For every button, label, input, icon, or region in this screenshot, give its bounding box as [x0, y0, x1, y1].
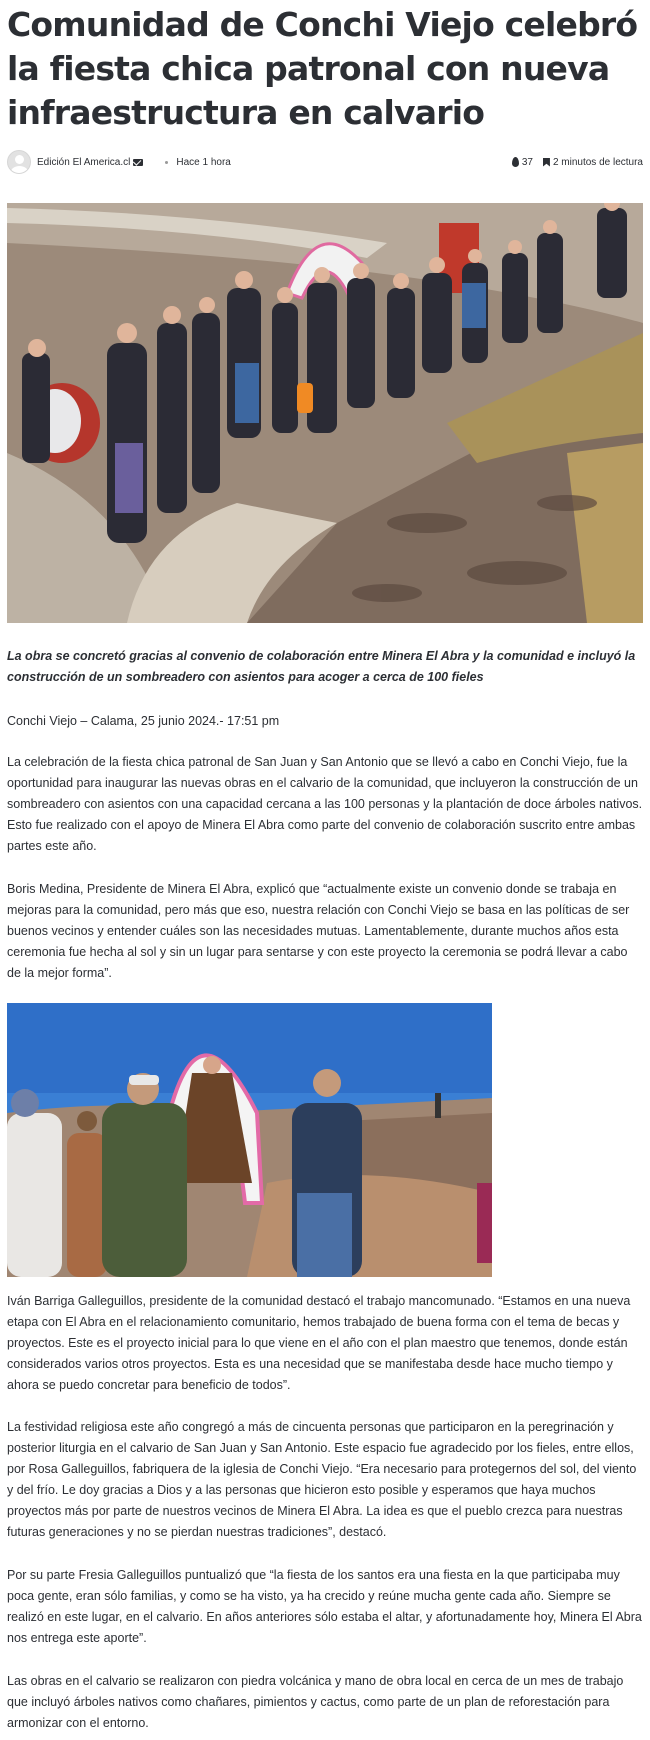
author-name[interactable]: Edición El America.cl — [37, 156, 131, 168]
meta-stats — [512, 157, 643, 168]
procession-photo[interactable] — [7, 203, 643, 623]
flame-icon — [512, 157, 519, 167]
publish-time: Hace 1 hora — [176, 156, 231, 168]
views-count: 37 — [521, 156, 533, 168]
article-lede: La obra se concretó gracias al convenio de colaboración entre Minera El Abra y la comunidad e incluyó la construcción de un sombreadero con asientos para acoger a cerca de 100 fieles — [7, 649, 636, 684]
paragraph: Boris Medina, Presidente de Minera El Abra, explicó que “actualmente existe un convenio donde se trabaja en mejoras para la comunidad, pero más que eso, nuestra relación con Conchi Viejo se basa en las políticas de ser buenos vecinos y entender cuáles son las necesidades mutuas. Lamentablemente, durante muchos años esta ceremonia fue hecha al sol y sin un lugar para sentarse y con este proyecto la ceremonia se podrá llevar a cabo de la mejor forma”. — [7, 882, 630, 980]
article-title: Comunidad de Conchi Viejo celebró la fiesta chica patronal con nueva infraestructura en calvario — [7, 5, 638, 132]
article-meta — [7, 150, 643, 174]
paragraph: Iván Barriga Galleguillos, presidente de la comunidad destacó el trabajo mancomunado. “Estamos en una nueva etapa con El Abra en el relacionamiento comunitario, hemos trabajado de buena forma con el tema de becas y proyectos. Este es el proyecto inicial para lo que viene en el año con el plan maestro que tenemos, donde están considerados varios otros proyectos. Esta es una necesidad que se manifestaba desde hace mucho tiempo y ahora se puedo concretar para beneficio de todos”. — [7, 1294, 631, 1392]
bookmark-icon — [543, 158, 550, 167]
paragraph: La celebración de la fiesta chica patronal de San Juan y San Antonio que se llevó a cabo en Conchi Viejo, fue la oportunidad para inaugurar las nuevas obras en el calvario de la comunidad, que incluyeron la construcción de un sombreadero con asientos con una capacidad cercana a las 100 personas y la plantación de doce árboles nativos. Esto fue realizado con el apoyo de Minera El Abra como parte del convenio de colaboración suscrito entre ambas partes este año. — [7, 755, 643, 853]
separator-dot — [165, 161, 168, 164]
read-time-stat — [543, 157, 643, 168]
envelope-icon[interactable] — [133, 159, 143, 166]
saint-carrying-photo[interactable] — [7, 1003, 492, 1277]
views-stat — [512, 157, 533, 168]
paragraph: Las obras en el calvario se realizaron con piedra volcánica y mano de obra local en cerca de un mes de trabajo que incluyó árboles nativos como chañares, pimientos y cactus, como parte de un plan de reforestación para armonizar con el entorno. — [7, 1674, 624, 1730]
read-time: 2 minutos de lectura — [552, 156, 643, 168]
dateline: Conchi Viejo – Calama, 25 junio 2024.- 17:51 pm — [7, 714, 280, 728]
user-avatar-icon[interactable] — [7, 150, 31, 174]
paragraph: La festividad religiosa este año congregó a más de cincuenta personas que participaron en la peregrinación y posterior liturgia en el calvario de San Juan y San Antonio. Este espacio fue agradecido por los fieles, entre ellos, por Rosa Galleguillos, fabriquera de la iglesia de Conchi Viejo. “Era necesario para protegernos del sol, del viento y del frío. Le doy gracias a Dios y a las personas que hicieron esto posible y esperamos que haya muchos proyectos más por parte de nuestros vecinos de Minera El Abra. La idea es que el pueblo crezca para nuestras futuras generaciones y no se pierdan nuestras tradiciones”, destacó. — [7, 1420, 637, 1539]
paragraph: Por su parte Fresia Galleguillos puntualizó que “la fiesta de los santos era una fiesta en la que participaba muy poca gente, eran sólo familias, y como se ha visto, ya ha crecido y reúne mucha gente cada año. Siempre se realizó en este lugar, en el calvario. En años anteriores sólo estaba el altar, y afortunadamente hoy, Minera El Abra nos entrega este aporte”. — [7, 1568, 642, 1645]
